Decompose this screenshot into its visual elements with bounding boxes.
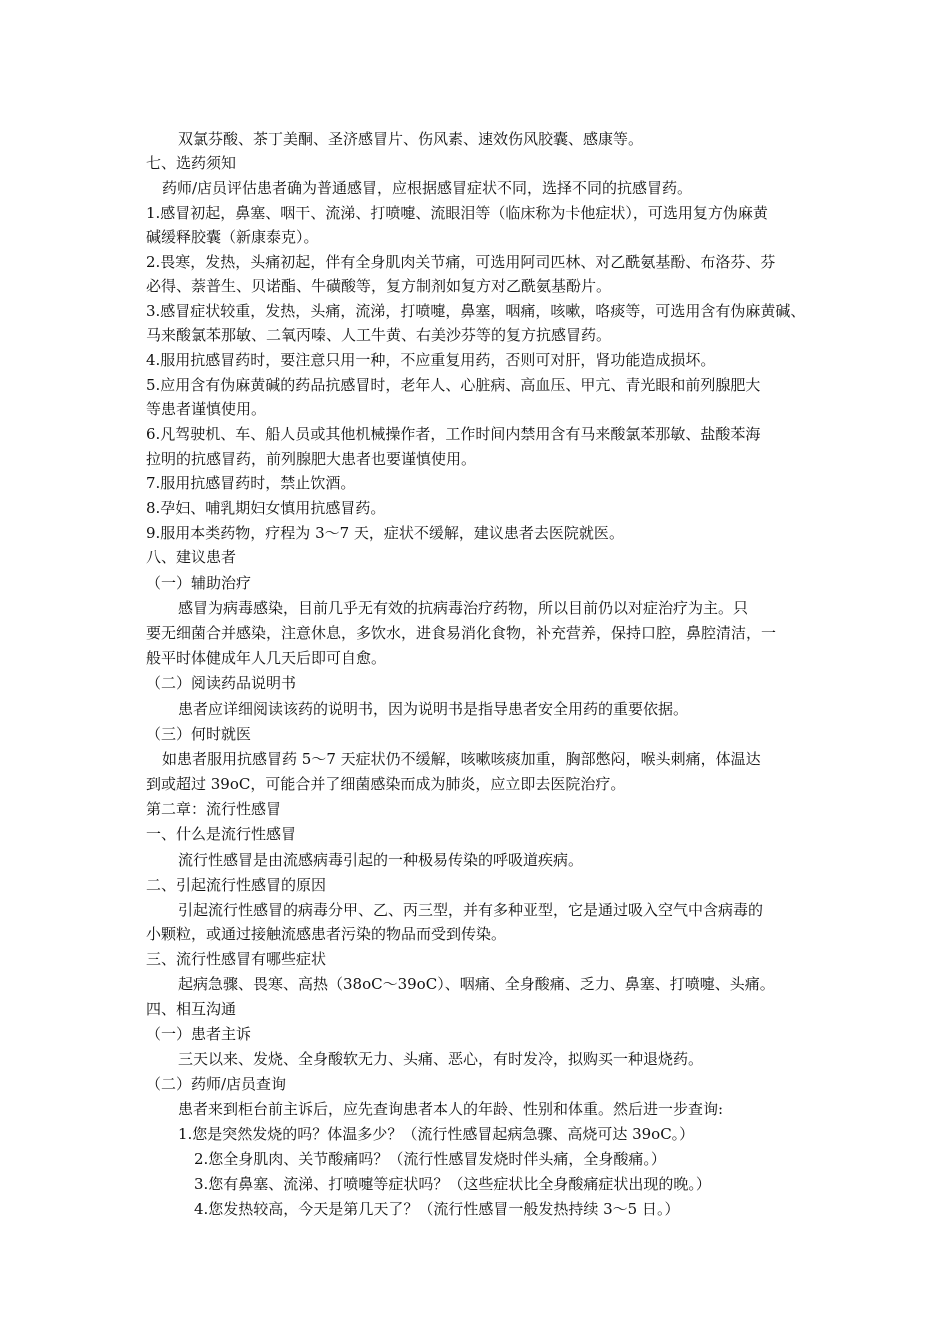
- text-line-3: 药师/店员评估患者确为普通感冒，应根据感冒症状不同，选择不同的抗感冒药。: [162, 179, 693, 197]
- text-line-8: 3.感冒症状较重，发热，头痛，流涕，打喷嚏，鼻塞，咽痛，咳嗽，咯痰等，可选用含有伪麻黄碱、: [146, 302, 806, 320]
- text-line-4: 1.感冒初起，鼻塞、咽干、流涕、打喷嚏、流眼泪等（临床称为卡他症状），可选用复方伪麻黄: [146, 204, 768, 222]
- text-line-24: 患者应详细阅读该药的说明书，因为说明书是指导患者安全用药的重要依据。: [178, 700, 689, 718]
- text-line-15: 7.服用抗感冒药时，禁止饮酒。: [146, 474, 356, 492]
- text-line-9: 马来酸氯苯那敏、二氧丙嗪、人工牛黄、右美沙芬等的复方抗感冒药。: [146, 326, 612, 344]
- question-line-2: 2.您全身肌肉、关节酸痛吗？（流行性感冒发烧时伴头痛，全身酸痛。）: [194, 1150, 666, 1168]
- text-line-13: 6.凡驾驶机、车、船人员或其他机械操作者，工作时间内禁用含有马来酸氯苯那敏、盐酸苯海: [146, 425, 761, 443]
- text-line-7: 必得、萘普生、贝诺酯、牛磺酸等，复方制剂如复方对乙酰氨基酚片。: [146, 277, 612, 295]
- section-heading-1: 一、什么是流行性感冒: [146, 825, 297, 843]
- section-heading-2: 二、引起流行性感冒的原因: [146, 876, 327, 894]
- section-heading-7: 七、选药须知: [146, 154, 237, 172]
- question-line-3: 3.您有鼻塞、流涕、打喷嚏等症状吗？（这些症状比全身酸痛症状出现的晚。）: [194, 1175, 711, 1193]
- text-line-21: 要无细菌合并感染，注意休息，多饮水，进食易消化食物，补充营养，保持口腔，鼻腔清洁，一: [146, 624, 777, 642]
- text-line-27: 到或超过 39oC，可能合并了细菌感染而成为肺炎，应立即去医院治疗。: [146, 775, 626, 793]
- text-line-5: 碱缓释胶囊（新康泰克）。: [146, 228, 319, 246]
- subsection-heading-3: （三）何时就医: [146, 725, 252, 743]
- text-line-30: 流行性感冒是由流感病毒引起的一种极易传染的呼吸道疾病。: [178, 851, 584, 869]
- text-line-33: 小颗粒，或通过接触流感患者污染的物品而受到传染。: [146, 925, 507, 943]
- text-line-14: 拉明的抗感冒药，前列腺肥大患者也要谨慎使用。: [146, 450, 477, 468]
- text-line-10: 4.服用抗感冒药时，要注意只用一种，不应重复用药，否则可对肝，肾功能造成损坏。: [146, 351, 716, 369]
- text-line-16: 8.孕妇、哺乳期妇女慎用抗感冒药。: [146, 499, 386, 517]
- question-line-1: 1.您是突然发烧的吗？体温多少？（流行性感冒起病急骤、高烧可达 39oC。）: [178, 1125, 695, 1143]
- text-line-6: 2.畏寒，发热，头痛初起，伴有全身肌肉关节痛，可选用阿司匹林、对乙酰氨基酚、布洛芬、芬: [146, 253, 776, 271]
- section-heading-8: 八、建议患者: [146, 548, 237, 566]
- text-line-32: 引起流行性感冒的病毒分甲、乙、丙三型，并有多种亚型，它是通过吸入空气中含病毒的: [178, 901, 764, 919]
- subsection-heading-1: （一）辅助治疗: [146, 574, 252, 592]
- text-line-26: 如患者服用抗感冒药 5～7 天症状仍不缓解，咳嗽咳痰加重，胸部憋闷，喉头刺痛，体温达: [162, 750, 761, 768]
- text-line-12: 等患者谨慎使用。: [146, 400, 267, 418]
- text-line-20: 感冒为病毒感染，目前几乎无有效的抗病毒治疗药物，所以目前仍以对症治疗为主。只: [178, 599, 749, 617]
- text-line-40: 患者来到柜台前主诉后，应先查询患者本人的年龄、性别和体重。然后进一步查询:: [178, 1100, 724, 1118]
- subsection-heading-4-2: （二）药师/店员查询: [146, 1075, 287, 1093]
- text-line-11: 5.应用含有伪麻黄碱的药品抗感冒时，老年人、心脏病、高血压、甲亢、青光眼和前列腺肥大: [146, 376, 761, 394]
- text-line-22: 般平时体健成年人几天后即可自愈。: [146, 649, 387, 667]
- text-line-35: 起病急骤、畏寒、高热（38oC～39oC）、咽痛、全身酸痛、乏力、鼻塞、打喷嚏、头痛。: [178, 975, 775, 993]
- text-line-38: 三天以来、发烧、全身酸软无力、头痛、恶心，有时发冷，拟购买一种退烧药。: [178, 1050, 704, 1068]
- text-line-1: 双氯芬酸、茶丁美酮、圣济感冒片、伤风素、速效伤风胶囊、感康等。: [178, 130, 644, 148]
- subsection-heading-4-1: （一）患者主诉: [146, 1025, 252, 1043]
- section-heading-4: 四、相互沟通: [146, 1000, 237, 1018]
- text-line-17: 9.服用本类药物，疗程为 3～7 天，症状不缓解，建议患者去医院就医。: [146, 524, 624, 542]
- chapter-heading-2: 第二章：流行性感冒: [146, 800, 282, 818]
- subsection-heading-2: （二）阅读药品说明书: [146, 674, 297, 692]
- question-line-4: 4.您发热较高，今天是第几天了？（流行性感冒一般发热持续 3～5 日。）: [194, 1200, 680, 1218]
- section-heading-3: 三、流行性感冒有哪些症状: [146, 950, 327, 968]
